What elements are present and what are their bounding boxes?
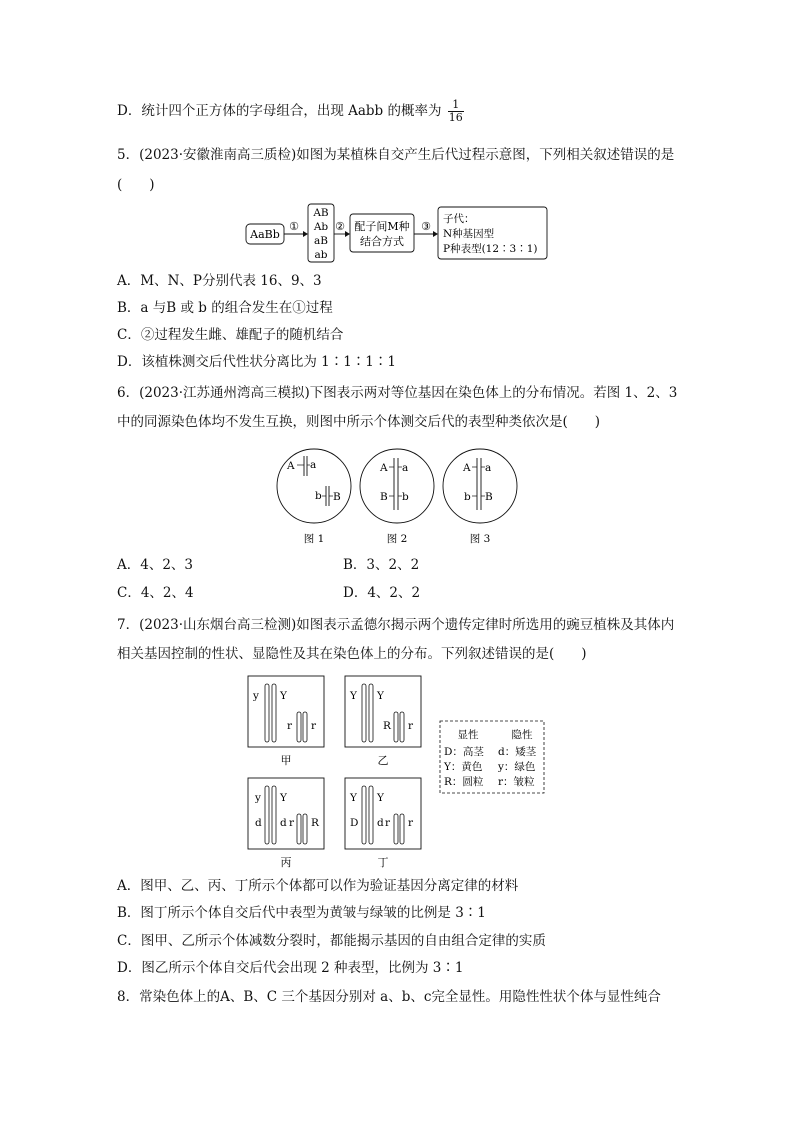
allele-label: d [255,817,262,829]
parent-genotype: AaBb [250,228,280,241]
figure-caption: 图 3 [469,533,491,545]
panel-frame [345,778,421,849]
allele-label: Y [280,792,287,804]
q7-stem-line2: 相关基因控制的性状、显隐性及其在染色体上的分布。下列叙述错误的是( ) [117,646,587,662]
arrow-1-head [303,231,308,237]
panel-caption: 乙 [377,754,389,767]
allele-label: b [315,490,322,502]
chromosome [303,814,307,844]
q8-stem-line1: 8．常染色体上的A、B、C 三个基因分别对 a、b、c完全显性。用隐性性状个体与显性纯合 [117,989,661,1005]
q5-stem-line1: 5．(2023·安徽淮南高三质检)如图为某植株自交产生后代过程示意图，下列相关叙述错误的是 [117,147,675,163]
q6-stem-line1: 6．(2023·江苏通州湾高三模拟)下图表示两对等位基因在染色体上的分布情况。若图 1、2、3 [117,385,678,401]
q7-stem-line1: 7．(2023·山东烟台高三检测)如图表示孟德尔揭示两个遗传定律时所选用的豌豆植株及其体内 [117,617,675,633]
cell-circle [443,449,517,523]
allele-label: a [485,462,492,474]
chromosome [394,712,398,742]
panel-caption: 丙 [280,856,292,869]
q5-option-b: B．a 与B 或 b 的组合发生在①过程 [117,300,333,316]
chromosome [362,786,366,844]
q6-stem-line2: 中的同源染色体均不发生互换，则图中所示个体测交后代的表型种类依次是( ) [117,414,601,430]
allele-label: A [380,462,388,474]
step-3-label: ③ [421,220,431,233]
legend-dominant: R：圆粒 [444,776,484,788]
q7-pea-chromosome-figure [240,672,550,872]
chromosome [303,712,307,742]
panel-frame [345,676,421,747]
allele-label: r [408,720,414,732]
panel-caption: 甲 [280,754,292,767]
chromosome [272,684,276,742]
q7-option-a: A．图甲、乙、丙、丁所示个体都可以作为验证基因分离定律的材料 [117,878,519,894]
q6-option-d: D．4、2、2 [343,585,421,601]
panel-frame [248,778,324,849]
gamete: Ab [313,221,329,233]
chromosome [400,712,404,742]
gamete: aB [314,235,328,247]
allele-label: A [287,460,295,472]
q5-process-diagram [240,202,560,264]
allele-label: B [485,491,493,503]
chromosome [297,814,301,844]
q6-chromosome-figures [270,448,525,548]
offspring-text: 子代： [443,213,475,225]
step-1-label: ① [289,220,299,233]
q4-option-d: D．统计四个正方体的字母组合，出现 Aabb 的概率为 $\frac{1}{16}$ [117,98,463,124]
figure-caption: 图 1 [303,533,325,545]
q6-option-a: A．4、2、3 [117,557,194,573]
allele-label: Y [280,690,287,702]
q6-option-c: C．4、2、4 [117,585,194,601]
chromosome [297,712,301,742]
allele-label: d [280,817,287,829]
allele-label: Y [350,792,357,804]
legend-dominant: Y：黄色 [444,761,483,773]
allele-label: d [377,817,384,829]
chromosome [369,684,373,742]
legend-header: 显性 [457,729,479,741]
fraction: $\frac{1}{16}$ [448,98,463,124]
allele-label: b [402,491,409,503]
q5-option-a: A．M、N、P分别代表 16、9、3 [117,273,322,289]
combination-text: 配子间M种 [354,220,410,233]
allele-label: r [311,720,317,732]
q5-option-d: D．该植株测交后代性状分离比为 1∶1∶1∶1 [117,354,396,370]
q6-option-b: B．3、2、2 [343,557,420,573]
gamete: ab [314,249,328,261]
chromosome [265,684,269,742]
allele-label: y [255,792,261,804]
chromosome [400,814,404,844]
allele-label: b [464,491,471,503]
allele-label: a [310,459,317,471]
allele-label: R [383,720,391,732]
allele-label: B [333,491,341,503]
legend-recessive: r：皱粒 [498,776,535,788]
allele-label: A [463,462,471,474]
q7-option-d: D．图乙所示个体自交后代会出现 2 种表型，比例为 3∶1 [117,960,464,976]
allele-label: Y [377,690,384,702]
legend-recessive: d：矮茎 [498,746,537,758]
legend-dominant: D：高茎 [444,746,484,758]
allele-label: B [380,491,388,503]
figure-caption: 图 2 [386,533,408,545]
allele-label: y [253,690,259,702]
allele-label: r [408,817,414,829]
legend-recessive: y：绿色 [498,761,536,773]
chromosome [362,684,366,742]
offspring-text: P种表型(12∶3∶1) [443,243,538,255]
panel-caption: 丁 [377,856,389,869]
allele-label: Y [350,690,357,702]
allele-label: D [350,817,359,829]
allele-label: R [311,817,319,829]
chromosome [394,814,398,844]
combination-text: 结合方式 [360,235,404,248]
arrow-3-head [433,231,438,237]
q5-stem-line2: ( ) [117,177,155,193]
chromosome [265,786,269,844]
allele-label: r [385,817,391,829]
offspring-text: N种基因型 [443,228,495,240]
step-2-label: ② [335,220,345,233]
allele-label: Y [377,792,384,804]
q5-option-c: C．②过程发生雌、雄配子的随机结合 [117,327,344,343]
allele-label: a [402,462,409,474]
q7-option-c: C．图甲、乙所示个体减数分裂时，都能揭示基因的自由组合定律的实质 [117,933,546,949]
legend-header: 隐性 [511,729,533,741]
cell-circle [360,449,434,523]
q7-option-b: B．图丁所示个体自交后代中表型为黄皱与绿皱的比例是 3∶1 [117,905,486,921]
gamete: AB [313,207,329,219]
chromosome [369,786,373,844]
chromosome [272,786,276,844]
panel-frame [248,676,324,747]
arrow-2-head [345,231,350,237]
allele-label: r [289,817,295,829]
allele-label: r [287,720,293,732]
